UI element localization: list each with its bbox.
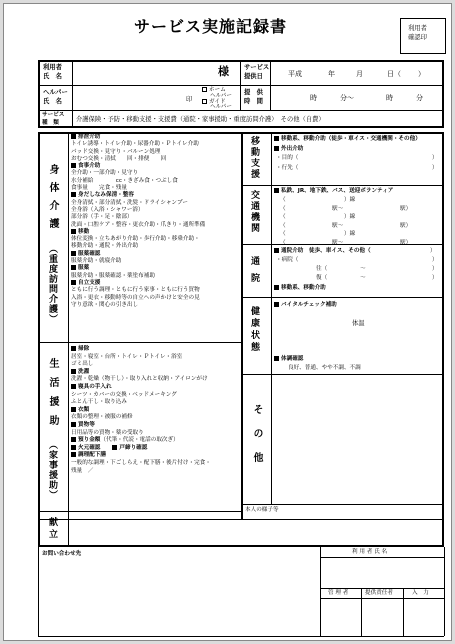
service-date-label-2: 提供日 bbox=[244, 73, 263, 80]
hospital-label: 通院 bbox=[249, 256, 259, 290]
year-label: 年 bbox=[328, 70, 335, 78]
time-sep: 分〜 bbox=[340, 94, 354, 102]
life-item-line: 日用品等の買物・薬の受取り bbox=[71, 429, 144, 436]
care-item-head[interactable]: 移動 bbox=[71, 229, 239, 236]
day-close: ） bbox=[418, 70, 425, 78]
vital-head: バイタルチェック補助 bbox=[274, 302, 337, 308]
care-item-line: おむつ交換・清拭 回・排便 回 bbox=[71, 155, 167, 162]
care-item-head[interactable]: 服薬確認 bbox=[71, 251, 239, 258]
day-label: 日（ bbox=[387, 70, 401, 78]
entry-stamp-field[interactable] bbox=[405, 600, 443, 635]
provider-label: 提供責任者 bbox=[365, 590, 393, 596]
service-type-label-2: 種 類 bbox=[42, 120, 59, 126]
entry-label: 入 力 bbox=[412, 590, 429, 596]
time-label-2: 時 間 bbox=[244, 98, 263, 105]
hospital-head-close: ） bbox=[430, 248, 436, 254]
era-label: 平成 bbox=[288, 70, 302, 78]
other-field[interactable] bbox=[274, 376, 442, 502]
hospital-go-close: ） bbox=[432, 266, 438, 272]
care-item-head[interactable]: 食事介助 bbox=[71, 163, 239, 170]
move-head: 移動系、移動介助（徒歩・車イス・交通機関・その他） bbox=[274, 136, 421, 142]
hospital-back-tilde: 〜 bbox=[360, 275, 366, 281]
service-date-label-1: サービス bbox=[244, 64, 270, 71]
care-item-line: 食事量 完食・残量 bbox=[71, 185, 127, 192]
health-label: 健康状態 bbox=[249, 306, 259, 354]
helper-name-label-1: ヘルパー bbox=[43, 89, 68, 96]
seal-label: 印 bbox=[186, 96, 193, 103]
life-item-head[interactable]: 買物等 bbox=[71, 422, 239, 430]
move-support-label: 移動支援 bbox=[249, 136, 259, 180]
record-sheet bbox=[3, 3, 452, 641]
transport-station-row: （ 駅〜 駅） bbox=[280, 239, 412, 246]
other-label: その他 bbox=[251, 404, 262, 476]
page-title: サービス実施記録書 bbox=[134, 17, 288, 36]
hospital-move: 移動系、移動介助 bbox=[274, 285, 326, 291]
time-label-1: 提 供 bbox=[244, 89, 263, 96]
purpose-close: ） bbox=[432, 155, 438, 161]
service-type-label-1: サービス bbox=[42, 112, 65, 118]
transport-station-row: （ 駅〜 駅） bbox=[280, 222, 412, 229]
helper-name-label-2: 氏 名 bbox=[43, 98, 62, 105]
life-item-head[interactable]: 寝具の手入れ bbox=[71, 384, 239, 392]
life-item-line: 洗濯・乾燥（物干し）・取り入れと収納・アイロンがけ bbox=[71, 376, 208, 383]
inquiry-field[interactable] bbox=[40, 560, 318, 636]
user-name-label-1: 利用者 bbox=[43, 64, 62, 71]
care-item-line: 部分浴（手・足・陰部） bbox=[71, 214, 133, 221]
helper-type-guide[interactable]: ガイド bbox=[202, 99, 226, 105]
transport-line-row: （ ）線 bbox=[280, 214, 356, 220]
helper-type-home-2: ヘルパー bbox=[210, 93, 232, 99]
care-item-checkbox[interactable] bbox=[71, 163, 76, 168]
transport-head: 私鉄、JR、地下鉄、バス、送迎ボランティア bbox=[274, 188, 393, 194]
life-item-head[interactable]: 衣類 bbox=[71, 407, 239, 415]
destination-line: ・行先（ bbox=[276, 165, 299, 171]
provider-stamp-field[interactable] bbox=[363, 600, 402, 635]
helper-name-field[interactable] bbox=[74, 87, 194, 109]
confirm-label-2: 確認印 bbox=[408, 34, 427, 41]
transport-label: 交通機関 bbox=[249, 190, 259, 234]
condition-options: 良好、普通、やや不調、不調 bbox=[288, 365, 361, 371]
admin-label: 管 理 者 bbox=[328, 590, 349, 596]
hospital-line: ・病院（ bbox=[276, 257, 299, 263]
life-item-line: 衣類の整理・被服の補修 bbox=[71, 414, 133, 421]
care-item-checkbox[interactable] bbox=[71, 192, 76, 197]
destination-close: ） bbox=[432, 165, 438, 171]
care-item-head[interactable]: 自立支援 bbox=[71, 280, 239, 287]
purpose-line: ・目的（ bbox=[276, 155, 299, 161]
care-item-line: 体位変換・立ちあがり介助・歩行介助・移乗介助・ bbox=[71, 236, 200, 243]
time-from-hour: 時 bbox=[310, 94, 317, 102]
care-item-line: 守り意欲・関心の引き出し bbox=[71, 301, 139, 308]
life-item-checkbox[interactable] bbox=[71, 407, 76, 412]
life-support-sublabel: （家事援助） bbox=[47, 440, 57, 500]
care-item-line: トイレ誘導・トイレ介助・尿器介助・Ｐトイレ介助 bbox=[71, 141, 199, 148]
care-item-head[interactable]: 服薬 bbox=[71, 265, 239, 272]
transport-lines bbox=[280, 196, 440, 247]
transport-station-row: （ 駅〜 駅） bbox=[280, 205, 412, 212]
life-item-checkbox[interactable] bbox=[71, 452, 76, 457]
condition-head: 体調確認 bbox=[274, 356, 303, 362]
remarks-field[interactable] bbox=[244, 514, 442, 518]
life-item-checkbox[interactable] bbox=[71, 346, 76, 351]
care-item-checkbox[interactable] bbox=[71, 280, 76, 285]
transport-line-row: （ ）線 bbox=[280, 197, 356, 203]
move-out-head: 外出介助 bbox=[274, 146, 303, 152]
care-item-line: 移動介助・通院・外出介助 bbox=[71, 243, 139, 250]
life-item-line: 居室・寝室・台所・トイレ・Ｐトイレ・浴室 bbox=[71, 353, 183, 360]
care-item-line: 全身浴（入浴・シャワー浴） bbox=[71, 206, 144, 213]
care-item-head[interactable]: 身だしなみ保清・整容 bbox=[71, 192, 239, 199]
care-item-line: 水分補給 cc・きざみ食・つぶし食 bbox=[71, 177, 178, 184]
guide-helper-checkbox[interactable] bbox=[202, 99, 207, 104]
life-support-label: 生活援助 bbox=[47, 358, 58, 434]
body-care-label: 身体介護 bbox=[47, 164, 58, 236]
sama-label: 様 bbox=[218, 65, 229, 78]
helper-type-guide-2: ヘルパー bbox=[210, 104, 232, 110]
hospital-head: 通院介助 徒歩、車イス、その他（ bbox=[274, 248, 371, 254]
helper-type-home[interactable]: ホーム bbox=[202, 87, 226, 93]
admin-stamp-field[interactable] bbox=[322, 600, 360, 635]
care-item-line: 全身清拭・部分清拭・洗髪・ドライシャンプー bbox=[71, 199, 189, 206]
remarks-label: 本人の様子等 bbox=[245, 507, 279, 513]
inquiry-label: お問い合わせ先 bbox=[42, 551, 82, 557]
footer-user-name-label: 利 用 者 氏 名 bbox=[352, 549, 388, 555]
life-item-head[interactable]: 預り金額（代筆・代読・電話の取次ぎ） bbox=[71, 437, 239, 445]
user-name-label-2: 氏 名 bbox=[43, 73, 62, 80]
care-item-line: ともに行う調理・ともに行う家事・ともに行う買物 bbox=[71, 287, 200, 294]
life-item-checkbox[interactable] bbox=[71, 445, 76, 450]
kondate-label: 献立 bbox=[47, 517, 57, 541]
life-item-checkbox[interactable] bbox=[71, 384, 76, 389]
life-item-line: 残量 ／ bbox=[71, 467, 94, 474]
life-item-checkbox[interactable] bbox=[71, 369, 76, 374]
hospital-go-tilde: 〜 bbox=[360, 266, 366, 272]
life-item-line: シーツ・カバーの交換・ベッドメーキング bbox=[71, 391, 177, 398]
care-item-line: 洗面・口腔ケア・整容・更衣介助・爪きり・通所準備 bbox=[71, 221, 206, 228]
life-item-line: 一般的な調理・下ごしらえ・配下膳・後片付け・完食・ bbox=[71, 459, 211, 466]
hospital-back: 復（ bbox=[316, 275, 328, 281]
life-item-head[interactable]: 調理配下膳 bbox=[71, 452, 239, 460]
life-item-checkbox[interactable] bbox=[71, 437, 76, 442]
hospital-back-close: ） bbox=[432, 275, 438, 281]
care-item-checkbox[interactable] bbox=[71, 134, 76, 139]
care-item-checkbox[interactable] bbox=[71, 265, 76, 270]
care-item-checkbox[interactable] bbox=[71, 229, 76, 234]
care-item-line: 服薬介助・服薬確認・薬塗布補助 bbox=[71, 272, 155, 279]
month-label: 月 bbox=[356, 70, 363, 78]
time-end: 分 bbox=[416, 94, 423, 102]
life-item-checkbox[interactable] bbox=[112, 445, 117, 450]
care-items bbox=[71, 134, 239, 309]
life-item-checkbox[interactable] bbox=[71, 422, 76, 427]
home-helper-checkbox[interactable] bbox=[202, 87, 207, 92]
care-item-line: 入浴・更衣・移動時等の自立への声かけと安全の見 bbox=[71, 294, 200, 301]
life-item-head[interactable]: 火元確認 戸締り確認 bbox=[71, 445, 239, 453]
confirm-label-1: 利用者 bbox=[408, 25, 427, 32]
life-items bbox=[71, 346, 239, 475]
hospital-line-close: ） bbox=[432, 257, 438, 263]
user-name-field[interactable] bbox=[74, 62, 238, 84]
life-item-head[interactable]: 掃除 bbox=[71, 346, 239, 354]
care-item-head[interactable]: 排泄介助 bbox=[71, 134, 239, 141]
life-item-head[interactable]: 洗濯 bbox=[71, 369, 239, 377]
time-to-hour: 時 bbox=[386, 94, 393, 102]
care-item-line: パッド交換・見守り・バルーン処理 bbox=[71, 148, 161, 155]
care-item-line: 服薬介助・就寝介助 bbox=[71, 258, 122, 265]
life-item-line: ゴミ出し bbox=[71, 361, 94, 368]
hospital-go: 往（ bbox=[316, 266, 328, 272]
care-item-checkbox[interactable] bbox=[71, 251, 76, 256]
footer-user-name-field[interactable] bbox=[322, 559, 442, 587]
service-types-text: 介護保険・予防・移動支援・支援費（通院・家事援助・重度訪問介護） その他（自費） bbox=[76, 116, 325, 123]
body-care-sublabel: （重度訪問介護） bbox=[47, 244, 57, 324]
care-item-line: 全介助・一部介助・見守り bbox=[71, 170, 139, 177]
life-item-line: ふとん干し・取り込み bbox=[71, 399, 127, 406]
transport-line-row: （ ）線 bbox=[280, 231, 356, 237]
kondate-field[interactable] bbox=[70, 513, 240, 545]
temperature-label: 体温 bbox=[352, 320, 365, 327]
